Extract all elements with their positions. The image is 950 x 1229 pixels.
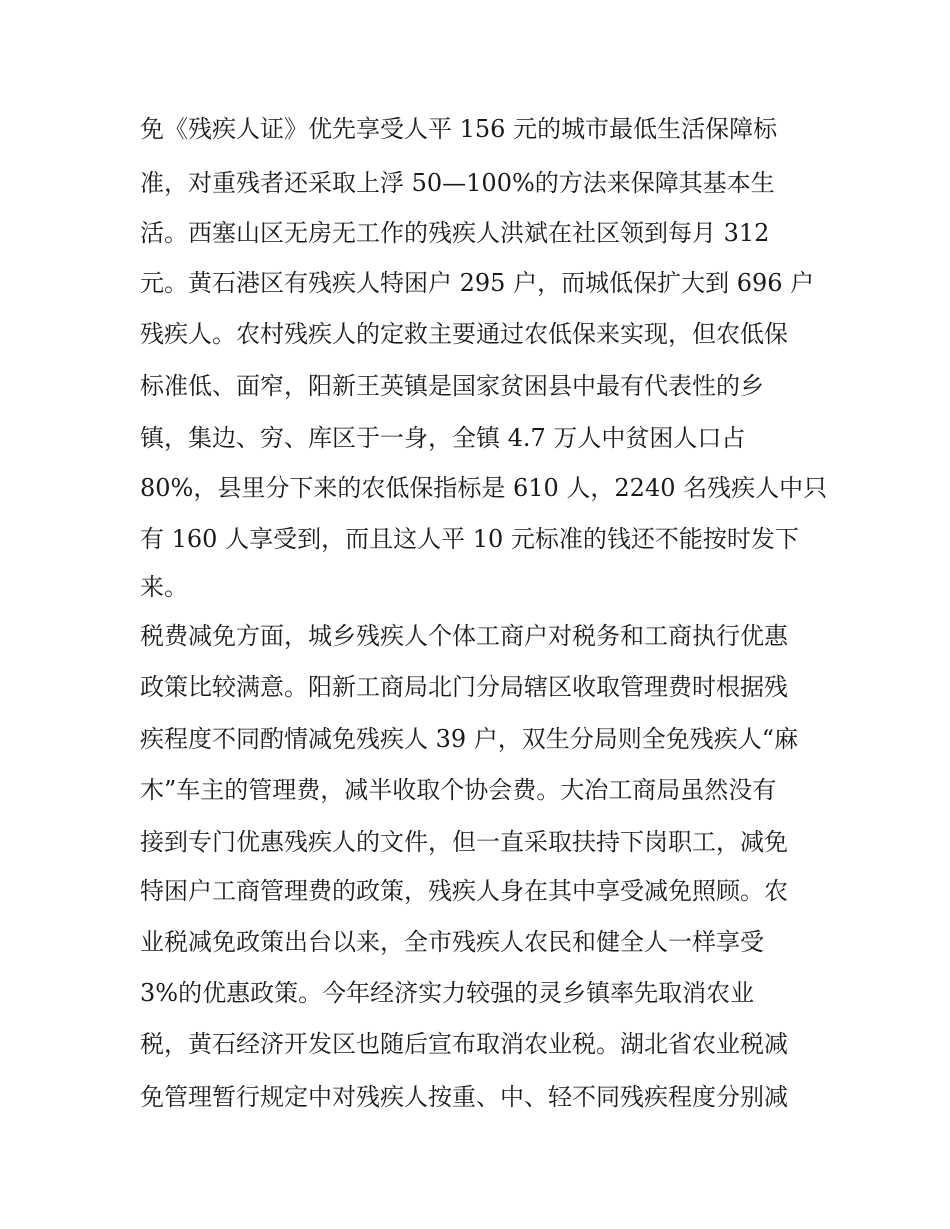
text-line: 免管理暂行规定中对残疾人按重、中、轻不同残疾程度分别减: [140, 1083, 788, 1111]
text-line: 木”车主的管理费，减半收取个协会费。大冶工商局虽然没有: [140, 776, 777, 804]
text-line: 3%的优惠政策。今年经济实力较强的灵乡镇率先取消农业: [140, 979, 755, 1007]
text-line: 业税减免政策出台以来，全市残疾人农民和健全人一样享受: [140, 928, 764, 956]
text-line: 税，黄石经济开发区也随后宣布取消农业税。湖北省农业税减: [140, 1030, 788, 1058]
text-line: 有 160 人享受到，而且这人平 10 元标准的钱还不能按时发下: [140, 525, 799, 553]
text-line: 准，对重残者还采取上浮 50—100%的方法来保障其基本生: [140, 169, 775, 197]
text-line: 免《残疾人证》优先享受人平 156 元的城市最低生活保障标: [140, 115, 778, 143]
text-line: 活。西塞山区无房无工作的残疾人洪斌在社区领到每月 312: [140, 219, 770, 247]
paragraph-first-line: 税费减免方面，城乡残疾人个体工商户对税务和工商执行优惠: [140, 622, 788, 650]
text-line: 政策比较满意。阳新工商局北门分局辖区收取管理费时根据残: [140, 673, 788, 701]
text-line: 残疾人。农村残疾人的定救主要通过农低保来实现，但农低保: [140, 320, 788, 348]
text-line: 标准低、面窄，阳新王英镇是国家贫困县中最有代表性的乡: [140, 372, 764, 400]
text-line: 来。: [140, 573, 188, 601]
text-line: 特困户工商管理费的政策，残疾人身在其中享受减免照顾。农: [140, 877, 788, 905]
text-line: 80%，县里分下来的农低保指标是 610 人，2240 名残疾人中只: [140, 474, 828, 502]
text-line: 疾程度不同酌情减免残疾人 39 户，双生分局则全免残疾人“麻: [140, 725, 799, 753]
text-line: 接到专门优惠残疾人的文件，但一直采取扶持下岗职工，减免: [140, 828, 788, 856]
text-line: 镇，集边、穷、库区于一身，全镇 4.7 万人中贫困人口占: [140, 424, 746, 452]
text-line: 元。黄石港区有残疾人特困户 295 户，而城低保扩大到 696 户: [140, 269, 815, 297]
